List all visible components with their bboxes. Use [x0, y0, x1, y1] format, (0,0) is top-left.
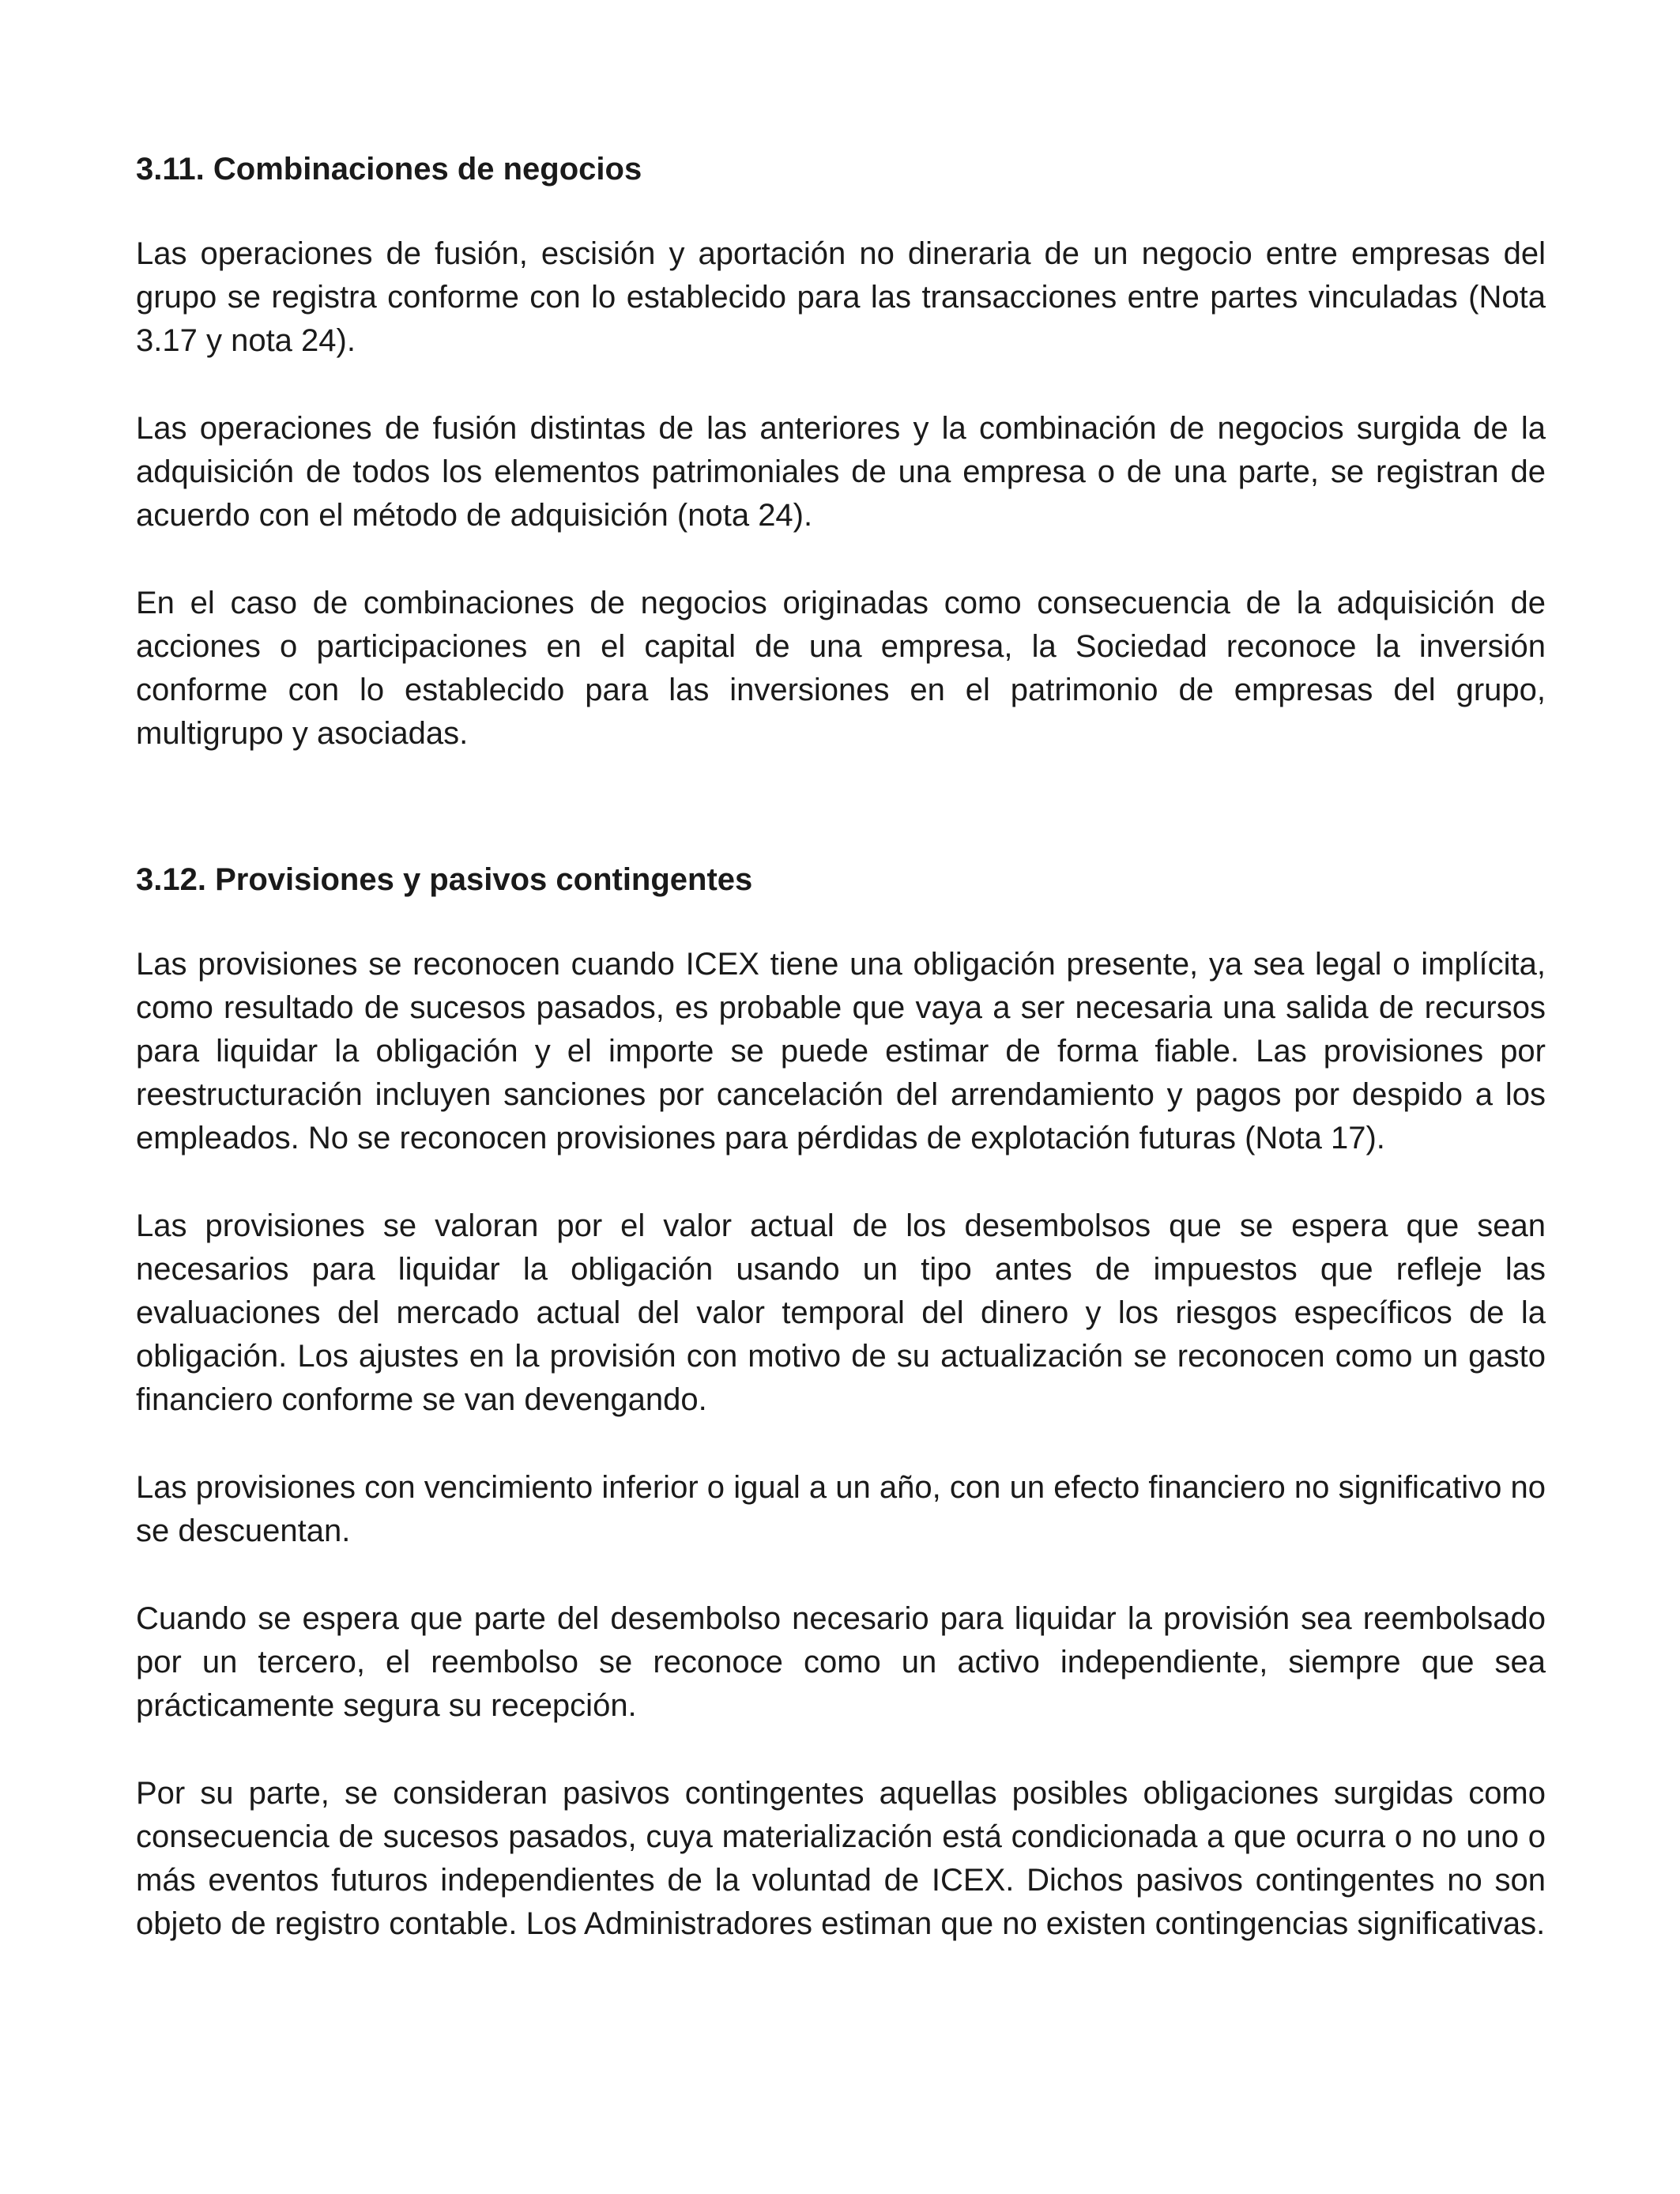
paragraph: Cuando se espera que parte del desembolso necesario para liquidar la provisión sea reembolsado por un tercero, el reembolso se reconoce como un activo independiente, siempre que sea prácticamente segura su recepción. — [136, 1601, 1546, 1723]
paragraph: Las provisiones con vencimiento inferior o igual a un año, con un efecto financiero no significativo no se descuentan. — [136, 1470, 1546, 1548]
paragraph: Las operaciones de fusión distintas de las anteriores y la combinación de negocios surgida de la adquisición de todos los elementos patrimoniales de una empresa o de una parte, se registran de acuerdo con el método de adquisición (nota 24). — [136, 411, 1546, 533]
paragraph: Las provisiones se valoran por el valor actual de los desembolsos que se espera que sean necesarios para liquidar la obligación usando un tipo antes de impuestos que refleje las evaluaciones del mercado actual del valor temporal del dinero y los riesgos específicos de la obligación. Los ajustes en la provisión con motivo de su actualización se reconocen como un gasto financiero conforme se van devengando. — [136, 1208, 1546, 1417]
paragraph: Las operaciones de fusión, escisión y aportación no dineraria de un negocio entre empresas del grupo se registra conforme con lo establecido para las transacciones entre partes vinculadas (Nota 3.17 y nota 24). — [136, 236, 1546, 358]
section-provisiones-y-pasivos-contingentes — [136, 861, 1546, 1946]
section-combinaciones-de-negocios — [136, 150, 1546, 756]
document-body — [136, 150, 1546, 1946]
paragraph: Las provisiones se reconocen cuando ICEX tiene una obligación presente, ya sea legal o implícita, como resultado de sucesos pasados, es probable que vaya a ser necesaria una salida de recursos para liquidar la obligación y el importe se puede estimar de forma fiable. Las provisiones por reestructuración incluyen sanciones por cancelación del arrendamiento y pagos por despido a los empleados. No se reconocen provisiones para pérdidas de explotación futuras (Nota 17). — [136, 947, 1546, 1155]
section-heading: 3.11. Combinaciones de negocios — [136, 152, 642, 187]
section-heading: 3.12. Provisiones y pasivos contingentes — [136, 862, 753, 897]
paragraph: Por su parte, se consideran pasivos contingentes aquellas posibles obligaciones surgidas como consecuencia de sucesos pasados, cuya materialización está condicionada a que ocurra o no uno o más eventos futuros independientes de la voluntad de ICEX. Dichos pasivos contingentes no son objeto de registro contable. Los Administradores estiman que no existen contingencias significativas. — [136, 1776, 1546, 1941]
paragraph: En el caso de combinaciones de negocios originadas como consecuencia de la adquisición de acciones o participaciones en el capital de una empresa, la Sociedad reconoce la inversión conforme con lo establecido para las inversiones en el patrimonio de empresas del grupo, multigrupo y asociadas. — [136, 586, 1546, 751]
